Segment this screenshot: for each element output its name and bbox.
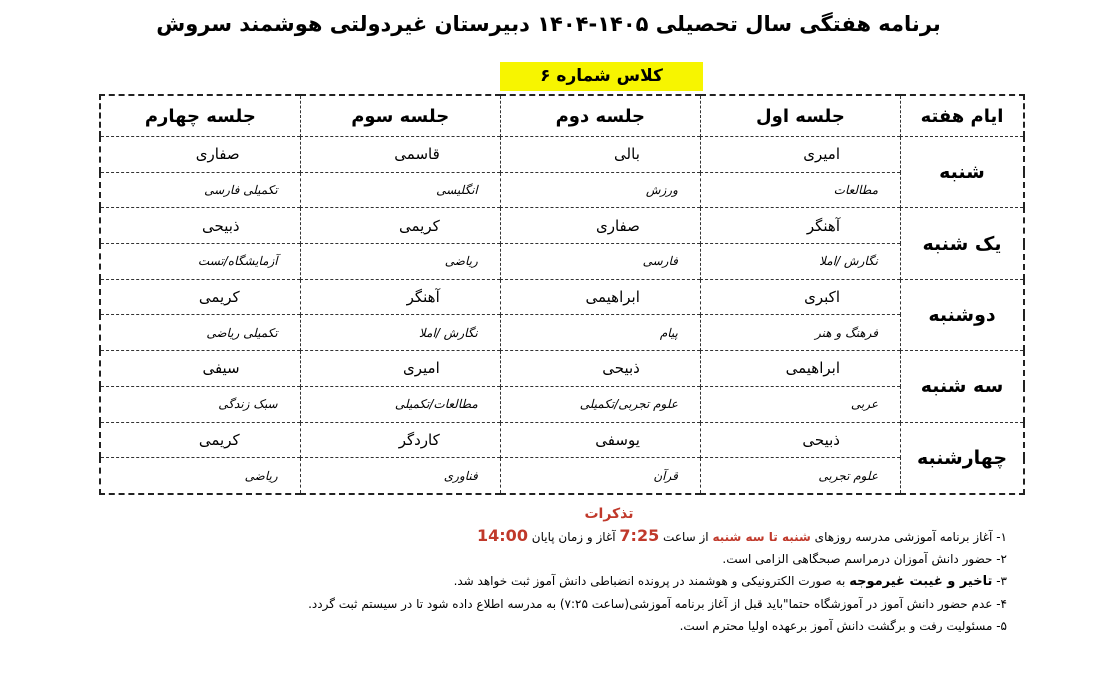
subject-cell: مطالعات bbox=[700, 172, 900, 208]
schedule-table bbox=[99, 94, 1025, 495]
notes-section bbox=[187, 503, 1007, 637]
teacher-cell: کریمی bbox=[300, 208, 500, 244]
teacher-cell: ذبیحی bbox=[700, 422, 900, 458]
subject-cell: نگارش /املا bbox=[300, 315, 500, 351]
note-3 bbox=[187, 570, 1007, 593]
header-session-3: جلسه سوم bbox=[300, 95, 500, 137]
header-session-4: جلسه چهارم bbox=[100, 95, 300, 137]
teacher-cell: ابراهیمی bbox=[700, 351, 900, 387]
subject-row bbox=[100, 172, 1024, 208]
teacher-cell: ابراهیمی bbox=[500, 279, 700, 315]
teacher-cell: سیفی bbox=[100, 351, 300, 387]
teacher-row bbox=[100, 137, 1024, 173]
teacher-row bbox=[100, 279, 1024, 315]
subject-cell: فرهنگ و هنر bbox=[700, 315, 900, 351]
subject-cell: نگارش /املا bbox=[700, 244, 900, 280]
subject-cell: آزمایشگاه/تست bbox=[100, 244, 300, 280]
day-cell: یک شنبه bbox=[901, 208, 1025, 279]
page-title: برنامه هفتگی سال تحصیلی ۱۴۰۵-۱۴۰۴ دبیرستان غیردولتی هوشمند سروش bbox=[156, 12, 941, 36]
teacher-row bbox=[100, 208, 1024, 244]
subject-cell: سبک زندگی bbox=[100, 386, 300, 422]
subject-cell: انگلیسی bbox=[300, 172, 500, 208]
teacher-cell: آهنگر bbox=[300, 279, 500, 315]
header-session-1: جلسه اول bbox=[700, 95, 900, 137]
notes-title: تذکرات bbox=[584, 506, 634, 522]
subject-row bbox=[100, 315, 1024, 351]
subject-row bbox=[100, 244, 1024, 280]
subject-cell: تکمیلی فارسی bbox=[100, 172, 300, 208]
day-cell: سه شنبه bbox=[901, 351, 1025, 422]
note-3-text-b: به صورت الکترونیکی و هوشمند در پرونده انضباطی دانش آموز ثبت خواهد شد. bbox=[453, 574, 846, 588]
note-3-text-a: ۳- bbox=[996, 574, 1007, 588]
note-1-days: شنبه تا سه شنبه bbox=[712, 530, 811, 544]
subject-cell: ورزش bbox=[500, 172, 700, 208]
teacher-row bbox=[100, 422, 1024, 458]
teacher-cell: صفاری bbox=[500, 208, 700, 244]
day-cell: دوشنبه bbox=[901, 279, 1025, 350]
teacher-cell: قاسمی bbox=[300, 137, 500, 173]
note-1-text-b: از ساعت bbox=[663, 530, 709, 544]
teacher-cell: اکبری bbox=[700, 279, 900, 315]
teacher-cell: کاردگر bbox=[300, 422, 500, 458]
subject-row bbox=[100, 386, 1024, 422]
note-3-bold: تاخیر و غیبت غیرموجه bbox=[849, 574, 993, 589]
header-row bbox=[100, 95, 1024, 137]
header-days: ایام هفته bbox=[901, 95, 1025, 137]
note-5: ۵- مسئولیت رفت و برگشت دانش آموز برعهده اولیا محترم است. bbox=[679, 619, 1007, 633]
teacher-cell: یوسفی bbox=[500, 422, 700, 458]
subject-cell: پیام bbox=[500, 315, 700, 351]
class-label: کلاس شماره ۶ bbox=[500, 62, 703, 91]
note-4: ۴- عدم حضور دانش آموز در آموزشگاه حتما"باید قبل از آغاز برنامه آموزشی(ساعت ۷:۲۵) به مدرسه اطلاع داده شود تا در سیستم ثبت گردد. bbox=[308, 597, 1007, 611]
teacher-cell: ذبیحی bbox=[100, 208, 300, 244]
subject-cell: قرآن bbox=[500, 458, 700, 494]
day-cell: شنبه bbox=[901, 137, 1025, 208]
teacher-row bbox=[100, 351, 1024, 387]
teacher-cell: آهنگر bbox=[700, 208, 900, 244]
subject-cell: ریاضی bbox=[100, 458, 300, 494]
header-session-2: جلسه دوم bbox=[500, 95, 700, 137]
teacher-cell: ذبیحی bbox=[500, 351, 700, 387]
subject-cell: علوم تجربی/تکمیلی bbox=[500, 386, 700, 422]
note-1 bbox=[187, 525, 1007, 548]
subject-cell: ریاضی bbox=[300, 244, 500, 280]
subject-row bbox=[100, 458, 1024, 494]
teacher-cell: بالی bbox=[500, 137, 700, 173]
note-1-start-time: 7:25 bbox=[619, 526, 660, 545]
subject-cell: فناوری bbox=[300, 458, 500, 494]
teacher-cell: امیری bbox=[700, 137, 900, 173]
subject-cell: علوم تجربی bbox=[700, 458, 900, 494]
note-2: ۲- حضور دانش آموزان درمراسم صبحگاهی الزامی است. bbox=[722, 552, 1007, 566]
note-1-text-c: آغاز و زمان پایان bbox=[531, 530, 616, 544]
subject-cell: عربی bbox=[700, 386, 900, 422]
subject-cell: تکمیلی ریاضی bbox=[100, 315, 300, 351]
subject-cell: فارسی bbox=[500, 244, 700, 280]
note-1-end-time: 14:00 bbox=[477, 526, 528, 545]
teacher-cell: امیری bbox=[300, 351, 500, 387]
teacher-cell: صفاری bbox=[100, 137, 300, 173]
note-1-text-a: ۱- آغاز برنامه آموزشی مدرسه روزهای bbox=[814, 530, 1007, 544]
day-cell: چهارشنبه bbox=[901, 422, 1025, 494]
teacher-cell: کریمی bbox=[100, 422, 300, 458]
teacher-cell: کریمی bbox=[100, 279, 300, 315]
subject-cell: مطالعات/تکمیلی bbox=[300, 386, 500, 422]
